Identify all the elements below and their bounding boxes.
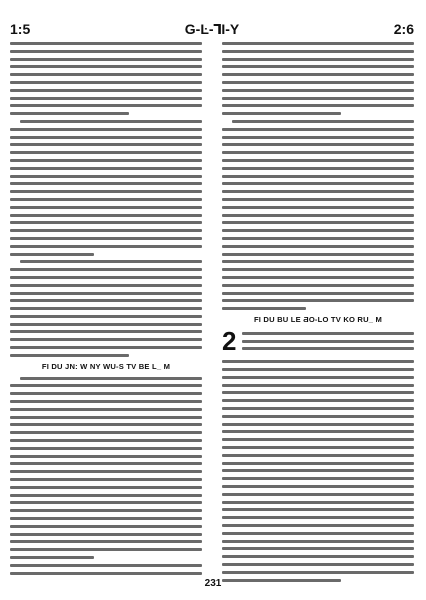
text-line — [10, 431, 202, 434]
text-line — [222, 97, 414, 100]
text-line — [222, 299, 414, 302]
text-line — [222, 182, 414, 185]
text-line — [10, 50, 202, 53]
text-line — [222, 384, 414, 387]
text-line — [10, 478, 202, 481]
text-line — [242, 332, 414, 335]
text-line — [10, 167, 202, 170]
text-line — [10, 455, 202, 458]
text-line — [10, 447, 202, 450]
text-line — [10, 143, 202, 146]
text-line — [10, 65, 202, 68]
text-line — [222, 571, 414, 574]
text-line — [10, 151, 202, 154]
text-line — [10, 159, 202, 162]
text-line — [222, 485, 414, 488]
text-line — [222, 524, 414, 527]
text-line — [10, 439, 202, 442]
text-line — [10, 42, 202, 45]
text-line — [222, 159, 414, 162]
text-line — [10, 89, 202, 92]
text-line — [10, 494, 202, 497]
left-column — [10, 42, 202, 579]
text-line — [222, 73, 414, 76]
text-line — [10, 501, 202, 504]
text-line — [242, 347, 414, 350]
text-line — [10, 237, 202, 240]
text-line — [10, 268, 202, 271]
text-line — [222, 253, 414, 256]
chapter-opening-lines — [242, 330, 414, 355]
text-line — [222, 151, 414, 154]
text-line — [10, 128, 202, 131]
text-line — [10, 182, 202, 185]
text-line — [10, 104, 202, 107]
text-line — [10, 384, 202, 387]
text-line — [10, 470, 202, 473]
text-line — [10, 214, 202, 217]
running-head-right: 2:6 — [393, 21, 414, 37]
text-line — [222, 292, 414, 295]
text-line — [10, 253, 94, 256]
text-line — [10, 315, 202, 318]
text-line — [10, 533, 202, 536]
text-line — [222, 399, 414, 402]
text-line — [222, 58, 414, 61]
text-line — [222, 190, 414, 193]
text-line — [10, 338, 202, 341]
text-line — [20, 120, 202, 123]
text-line — [10, 112, 129, 115]
text-line — [222, 167, 414, 170]
text-line — [222, 415, 414, 418]
text-line — [222, 368, 414, 371]
text-line — [10, 292, 202, 295]
text-line — [222, 229, 414, 232]
chapter-number: 2 — [222, 325, 237, 356]
text-line — [222, 50, 414, 53]
section-title: FI DU JN: W NY WU-S TV BE L_ M — [41, 361, 171, 371]
text-line — [10, 307, 202, 310]
text-line — [222, 175, 414, 178]
text-line — [10, 408, 202, 411]
text-line — [10, 354, 129, 357]
text-line — [222, 508, 414, 511]
text-line — [222, 360, 414, 363]
text-line — [10, 175, 202, 178]
text-line — [10, 299, 202, 302]
text-line — [10, 525, 202, 528]
text-line — [222, 376, 414, 379]
text-line — [10, 245, 202, 248]
text-line — [222, 104, 414, 107]
text-line — [222, 112, 341, 115]
text-line — [10, 548, 202, 551]
running-head-center: G-Ŀ-ꓶI-Y — [184, 21, 240, 37]
text-line — [222, 221, 414, 224]
chapter-opening — [222, 325, 414, 356]
text-line — [222, 284, 414, 287]
text-line — [222, 532, 414, 535]
text-line — [222, 206, 414, 209]
text-line — [222, 430, 414, 433]
text-line — [10, 462, 202, 465]
text-line — [10, 221, 202, 224]
text-line — [222, 563, 414, 566]
text-line — [10, 229, 202, 232]
section-title: FI DU BU LE ƋO-LO TV KO RU_ M — [253, 314, 383, 324]
text-line — [222, 516, 414, 519]
text-line — [222, 81, 414, 84]
text-line — [222, 89, 414, 92]
text-line — [222, 540, 414, 543]
text-line — [20, 260, 202, 263]
text-line — [222, 446, 414, 449]
text-line — [10, 509, 202, 512]
text-line — [222, 276, 414, 279]
text-line — [10, 81, 202, 84]
text-line — [222, 438, 414, 441]
text-line — [10, 392, 202, 395]
text-line — [10, 416, 202, 419]
text-line — [222, 128, 414, 131]
right-column — [222, 42, 414, 586]
text-line — [222, 462, 414, 465]
text-line — [222, 237, 414, 240]
text-line — [222, 245, 414, 248]
text-line — [10, 58, 202, 61]
text-line — [10, 556, 94, 559]
text-line — [222, 136, 414, 139]
text-line — [10, 346, 202, 349]
text-line — [232, 120, 414, 123]
text-line — [222, 477, 414, 480]
text-line — [222, 423, 414, 426]
text-line — [10, 198, 202, 201]
text-line — [222, 454, 414, 457]
text-line — [242, 340, 414, 343]
page-number: 231 — [204, 578, 222, 589]
text-line — [222, 214, 414, 217]
text-line — [222, 143, 414, 146]
text-line — [222, 555, 414, 558]
running-head-left: 1:5 — [10, 21, 31, 37]
text-line — [222, 391, 414, 394]
text-line — [10, 190, 202, 193]
text-line — [10, 400, 202, 403]
text-line — [10, 572, 202, 575]
text-line — [222, 407, 414, 410]
text-line — [10, 330, 202, 333]
text-line — [10, 136, 202, 139]
text-line — [222, 198, 414, 201]
text-line — [10, 284, 202, 287]
text-line — [20, 377, 202, 380]
text-line — [10, 423, 202, 426]
text-line — [10, 323, 202, 326]
text-line — [10, 97, 202, 100]
text-line — [10, 206, 202, 209]
text-line — [222, 42, 414, 45]
text-line — [222, 501, 414, 504]
text-line — [10, 73, 202, 76]
text-line — [10, 486, 202, 489]
text-line — [222, 493, 414, 496]
running-head — [10, 20, 414, 38]
text-line — [222, 547, 414, 550]
text-line — [10, 540, 202, 543]
text-line — [222, 260, 414, 263]
text-line — [222, 65, 414, 68]
text-line — [10, 276, 202, 279]
text-line — [10, 564, 202, 567]
text-line — [222, 268, 414, 271]
text-line — [10, 517, 202, 520]
text-line — [222, 307, 306, 310]
text-line — [222, 469, 414, 472]
